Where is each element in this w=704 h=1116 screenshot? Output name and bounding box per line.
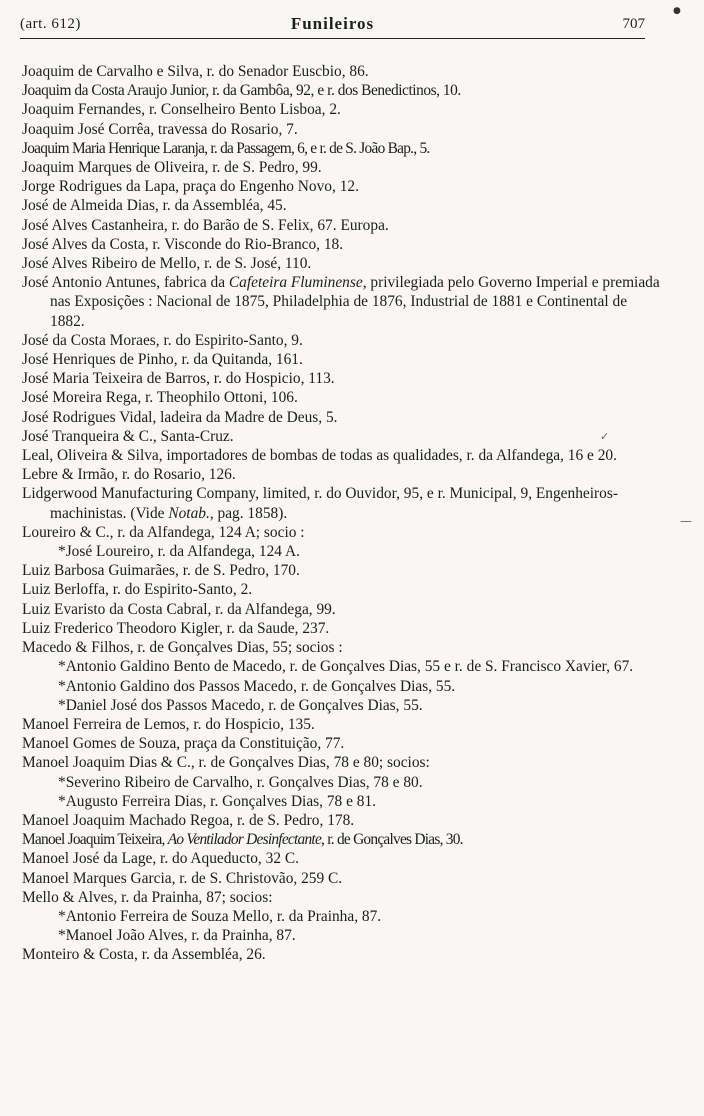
list-item: José Henriques de Pinho, r. da Quitanda, 161. — [22, 351, 303, 369]
list-item: Luiz Evaristo da Costa Cabral, r. da Alfandega, 99. — [22, 600, 336, 618]
list-item — [22, 273, 662, 331]
list-item-partner: *Daniel José dos Passos Macedo, r. de Gonçalves Dias, 55. — [58, 696, 423, 714]
list-item: Luiz Barbosa Guimarães, r. de S. Pedro, 170. — [22, 562, 300, 580]
entry-italic-text: Ao Ventilador Desinfectante — [167, 831, 322, 849]
list-item: José Alves Castanheira, r. do Barão de S. Felix, 67. Europa. — [22, 216, 389, 234]
list-item-partner: *Severino Ribeiro de Carvalho, r. Gonçalves Dias, 78 e 80. — [58, 773, 423, 791]
list-item: José Alves da Costa, r. Visconde do Rio-Branco, 18. — [22, 235, 344, 253]
entry-text: José Antonio Antunes, fabrica da — [22, 274, 229, 292]
page-header — [20, 14, 645, 39]
list-item-partner: *Manoel João Alves, r. da Prainha, 87. — [58, 927, 296, 945]
list-item: Joaquim Fernandes, r. Conselheiro Bento Lisboa, 2. — [22, 101, 341, 119]
list-item: Manoel Gomes de Souza, praça da Constituição, 77. — [22, 735, 345, 753]
list-item-partner: *Augusto Ferreira Dias, r. Gonçalves Dias, 78 e 81. — [58, 792, 377, 810]
list-item: Luiz Berloffa, r. do Espirito-Santo, 2. — [22, 581, 253, 599]
entry-text: Lidgerwood Manufacturing Company, limited, r. do Ouvidor, 95, e r. Municipal, 9, Engenheiros-machinistas. (Vide — [22, 485, 618, 522]
ink-mark: ✓ — [600, 430, 610, 443]
list-item-partner: *José Loureiro, r. da Alfandega, 124 A. — [58, 543, 300, 561]
list-item: José Tranqueira & C., Santa-Cruz. — [22, 427, 234, 445]
page-number: 707 — [622, 16, 645, 32]
list-item: José da Costa Moraes, r. do Espirito-Santo, 9. — [22, 331, 303, 349]
entry-text: , privilegiada pelo Governo Imperial e premiada nas Exposições : Nacional de 1875, Philadelphia de 1876, Industrial de 1881 e Continental de 1882. — [50, 274, 660, 330]
list-item: Manoel Marques Garcia, r. de S. Christovão, 259 C. — [22, 869, 343, 887]
section-title: Funileiros — [290, 14, 375, 33]
list-item — [22, 484, 662, 522]
list-item: Mello & Alves, r. da Prainha, 87; socios: — [22, 888, 273, 906]
ink-mark: — — [680, 514, 692, 528]
list-item: José Moreira Rega, r. Theophilo Ottoni, 106. — [22, 389, 298, 407]
entry-text: , r. de Gonçalves Dias, 30. — [321, 831, 463, 849]
article-reference: (art. 612) — [20, 16, 81, 32]
list-item: Manoel Ferreira de Lemos, r. do Hospicio, 135. — [22, 715, 315, 733]
list-item: Loureiro & C., r. da Alfandega, 124 A; socio : — [22, 523, 305, 541]
list-item: José Alves Ribeiro de Mello, r. de S. José, 110. — [22, 255, 312, 273]
list-item: Jorge Rodrigues da Lapa, praça do Engenho Novo, 12. — [22, 178, 359, 196]
list-item: Joaquim da Costa Araujo Junior, r. da Gambôa, 92, e r. dos Benedictinos, 10. — [22, 82, 461, 100]
entry-text: , pag. 1858). — [209, 504, 288, 522]
list-item: Joaquim José Corrêa, travessa do Rosario, 7. — [22, 120, 298, 138]
list-item: Lebre & Irmão, r. do Rosario, 126. — [22, 466, 236, 484]
entry-text: Manoel Joaquim Teixeira, — [22, 831, 168, 849]
ink-speck: ● — [673, 6, 681, 16]
list-item: Joaquim Marques de Oliveira, r. de S. Pedro, 99. — [22, 159, 322, 177]
list-item: José Rodrigues Vidal, ladeira da Madre de Deus, 5. — [22, 408, 338, 426]
list-item: Manoel José da Lage, r. do Aqueducto, 32 C. — [22, 850, 299, 868]
list-item: Joaquim Maria Henrique Laranja, r. da Passagem, 6, e r. de S. João Bap., 5. — [22, 139, 430, 157]
list-item: Joaquim de Carvalho e Silva, r. do Senador Euscbio, 86. — [22, 63, 369, 80]
entries-list — [22, 62, 662, 965]
list-item: José Maria Teixeira de Barros, r. do Hospicio, 113. — [22, 370, 335, 388]
entry-italic-text: Cafeteira Fluminense — [228, 274, 363, 292]
list-item: Leal, Oliveira & Silva, importadores de bombas de todas as qualidades, r. da Alfandega, 16 e 20. — [22, 447, 617, 465]
list-item: José de Almeida Dias, r. da Assembléa, 45. — [22, 197, 287, 215]
list-item-partner: *Antonio Galdino dos Passos Macedo, r. de Gonçalves Dias, 55. — [58, 677, 456, 695]
list-item: Monteiro & Costa, r. da Assembléa, 26. — [22, 946, 266, 964]
entry-italic-text: Notab. — [168, 504, 210, 522]
list-item — [22, 830, 662, 849]
list-item: Macedo & Filhos, r. de Gonçalves Dias, 55; socios : — [22, 639, 343, 657]
list-item: Manoel Joaquim Machado Regoa, r. de S. Pedro, 178. — [22, 811, 355, 829]
list-item: Manoel Joaquim Dias & C., r. de Gonçalves Dias, 78 e 80; socios: — [22, 754, 430, 772]
list-item-partner: *Antonio Galdino Bento de Macedo, r. de Gonçalves Dias, 55 e r. de S. Francisco Xavier, 67. — [58, 658, 634, 676]
list-item: Luiz Frederico Theodoro Kigler, r. da Saude, 237. — [22, 619, 330, 637]
list-item-partner: *Antonio Ferreira de Souza Mello, r. da Prainha, 87. — [58, 907, 382, 925]
